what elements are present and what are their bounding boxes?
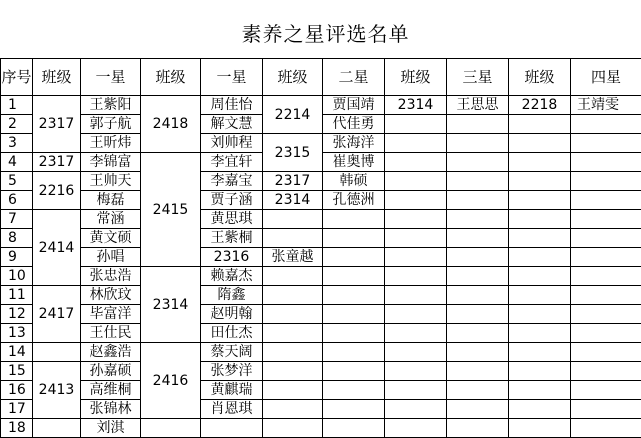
empty-cell [447,191,509,210]
name-cell: 毕富洋 [81,305,141,324]
empty-cell [509,115,571,134]
name-cell: 黄思琪 [201,210,263,229]
header-class: 班级 [509,59,571,96]
name-cell: 孔德洲 [323,191,385,210]
empty-cell [385,229,447,248]
name-cell: 赵鑫浩 [81,343,141,362]
table-row [1,362,641,381]
empty-cell [385,191,447,210]
empty-cell [447,286,509,305]
name-cell: 赖嘉杰 [201,267,263,286]
page-title: 素养之星评选名单 [0,18,641,47]
name-cell: 张锦林 [81,400,141,419]
empty-cell [323,343,385,362]
empty-cell [447,381,509,400]
empty-cell [571,229,641,248]
name-cell: 韩硕 [323,172,385,191]
row-index: 7 [1,210,33,229]
empty-cell [447,115,509,134]
empty-cell [571,115,641,134]
row-index: 9 [1,248,33,267]
empty-cell [385,400,447,419]
name-cell: 王思思 [447,96,509,115]
table-row [1,381,641,400]
name-cell: 贾国靖 [323,96,385,115]
empty-cell [509,324,571,343]
empty-cell [263,229,323,248]
empty-cell [263,286,323,305]
row-index: 5 [1,172,33,191]
empty-cell [385,381,447,400]
class-cell: 2316 [201,248,263,267]
name-cell: 肖恩琪 [201,400,263,419]
class-cell: 2315 [263,134,323,172]
empty-cell [571,324,641,343]
empty-cell [571,400,641,419]
name-cell: 王紫桐 [201,229,263,248]
header-class: 班级 [263,59,323,96]
empty-cell [323,286,385,305]
class-cell: 2317 [33,153,81,172]
empty-cell [323,229,385,248]
empty-cell [571,286,641,305]
table-row [1,286,641,305]
row-index: 18 [1,419,33,438]
row-index: 6 [1,191,33,210]
empty-cell [447,343,509,362]
empty-cell [323,248,385,267]
class-cell: 2417 [33,286,81,343]
table-row [1,400,641,419]
header-star: 一星 [201,59,263,96]
row-index: 4 [1,153,33,172]
empty-cell [323,305,385,324]
table-row [1,210,641,229]
empty-cell [447,400,509,419]
empty-cell [263,305,323,324]
name-cell: 郭子航 [81,115,141,134]
empty-cell [385,267,447,286]
empty-cell [263,267,323,286]
empty-cell [385,248,447,267]
empty-cell [323,210,385,229]
name-cell: 刘帅程 [201,134,263,153]
empty-cell [33,343,81,362]
class-cell: 2413 [33,362,81,419]
empty-cell [509,134,571,153]
name-cell: 孙唱 [81,248,141,267]
table-row [1,343,641,362]
empty-cell [385,210,447,229]
header-row [1,59,641,96]
empty-cell [571,305,641,324]
table-row [1,172,641,191]
row-index: 8 [1,229,33,248]
empty-cell [571,267,641,286]
row-index: 14 [1,343,33,362]
header-star: 三星 [447,59,509,96]
class-cell: 2216 [33,172,81,210]
empty-cell [447,248,509,267]
empty-cell [571,191,641,210]
class-cell: 2314 [385,96,447,115]
name-cell: 李宜轩 [201,153,263,172]
empty-cell [263,324,323,343]
row-index: 11 [1,286,33,305]
table-row [1,267,641,286]
row-index: 2 [1,115,33,134]
row-index: 17 [1,400,33,419]
empty-cell [571,362,641,381]
name-cell: 高维桐 [81,381,141,400]
name-cell: 王紫阳 [81,96,141,115]
class-cell: 2416 [141,343,201,419]
row-index: 13 [1,324,33,343]
class-cell: 2317 [263,172,323,191]
name-cell: 黄麒瑞 [201,381,263,400]
header-index: 序号 [1,59,33,96]
row-index: 12 [1,305,33,324]
award-table [0,58,641,438]
empty-cell [509,210,571,229]
table-row [1,229,641,248]
empty-cell [447,324,509,343]
empty-cell [509,229,571,248]
name-cell: 隋鑫 [201,286,263,305]
name-cell: 田仕杰 [201,324,263,343]
empty-cell [323,267,385,286]
name-cell: 张忠浩 [81,267,141,286]
empty-cell [323,400,385,419]
empty-cell [509,267,571,286]
class-cell: 2414 [33,210,81,286]
empty-cell [385,324,447,343]
empty-cell [509,400,571,419]
empty-cell [509,286,571,305]
empty-cell [323,324,385,343]
empty-cell [509,381,571,400]
name-cell: 张童越 [263,248,323,267]
class-cell: 2218 [509,96,571,115]
empty-cell [447,305,509,324]
class-cell: 2314 [263,191,323,210]
table-row [1,134,641,153]
empty-cell [509,153,571,172]
class-cell: 2418 [141,96,201,153]
name-cell: 王靖雯 [571,96,641,115]
empty-cell [509,362,571,381]
empty-cell [323,381,385,400]
name-cell: 李嘉宝 [201,172,263,191]
empty-cell [263,381,323,400]
header-star: 二星 [323,59,385,96]
name-cell: 黄文硕 [81,229,141,248]
name-cell: 王帅天 [81,172,141,191]
empty-cell [447,172,509,191]
name-cell: 梅磊 [81,191,141,210]
empty-cell [509,172,571,191]
header-class: 班级 [141,59,201,96]
row-index: 3 [1,134,33,153]
table-row [1,96,641,115]
class-cell: 2317 [33,96,81,153]
empty-cell [263,362,323,381]
empty-cell [571,381,641,400]
empty-cell [385,343,447,362]
name-cell: 常涵 [81,210,141,229]
empty-cell [571,210,641,229]
header-star: 四星 [571,59,641,96]
empty-cell [509,305,571,324]
header-star: 一星 [81,59,141,96]
name-cell: 解文慧 [201,115,263,134]
name-cell: 贾子涵 [201,191,263,210]
empty-cell [509,248,571,267]
name-cell: 林欣玟 [81,286,141,305]
empty-cell [385,286,447,305]
name-cell: 刘淇 [81,419,141,438]
name-cell: 崔奥博 [323,153,385,172]
empty-cell [509,191,571,210]
empty-cell [571,343,641,362]
empty-cell [385,362,447,381]
empty-cell [263,400,323,419]
name-cell: 孙嘉硕 [81,362,141,381]
empty-cell [509,343,571,362]
empty-cell [571,172,641,191]
empty-cell [323,362,385,381]
empty-cell [385,134,447,153]
name-cell: 王仕民 [81,324,141,343]
empty-cell [447,153,509,172]
empty-cell [447,134,509,153]
name-cell: 代佳勇 [323,115,385,134]
table-row [1,305,641,324]
name-cell: 李锦富 [81,153,141,172]
empty-cell [571,134,641,153]
name-cell: 张海洋 [323,134,385,153]
name-cell: 周佳怡 [201,96,263,115]
empty-cell [447,229,509,248]
empty-cell [447,267,509,286]
empty-cell [385,172,447,191]
row-index: 16 [1,381,33,400]
name-cell: 张梦洋 [201,362,263,381]
header-class: 班级 [33,59,81,96]
row-index: 10 [1,267,33,286]
empty-cell [385,153,447,172]
empty-cell [385,305,447,324]
row-index: 15 [1,362,33,381]
header-class: 班级 [385,59,447,96]
class-cell: 2214 [263,96,323,134]
table-row [1,324,641,343]
name-cell: 王昕炜 [81,134,141,153]
name-cell: 蔡天阔 [201,343,263,362]
empty-cell [263,343,323,362]
table-row [1,191,641,210]
empty-cell [447,210,509,229]
empty-cell [385,115,447,134]
empty-cell [571,248,641,267]
class-cell: 2415 [141,153,201,267]
class-cell: 2314 [141,267,201,343]
empty-cell [263,210,323,229]
table-row [1,248,641,267]
row-index: 1 [1,96,33,115]
empty-cell [447,362,509,381]
empty-cell [571,153,641,172]
name-cell: 赵明翰 [201,305,263,324]
